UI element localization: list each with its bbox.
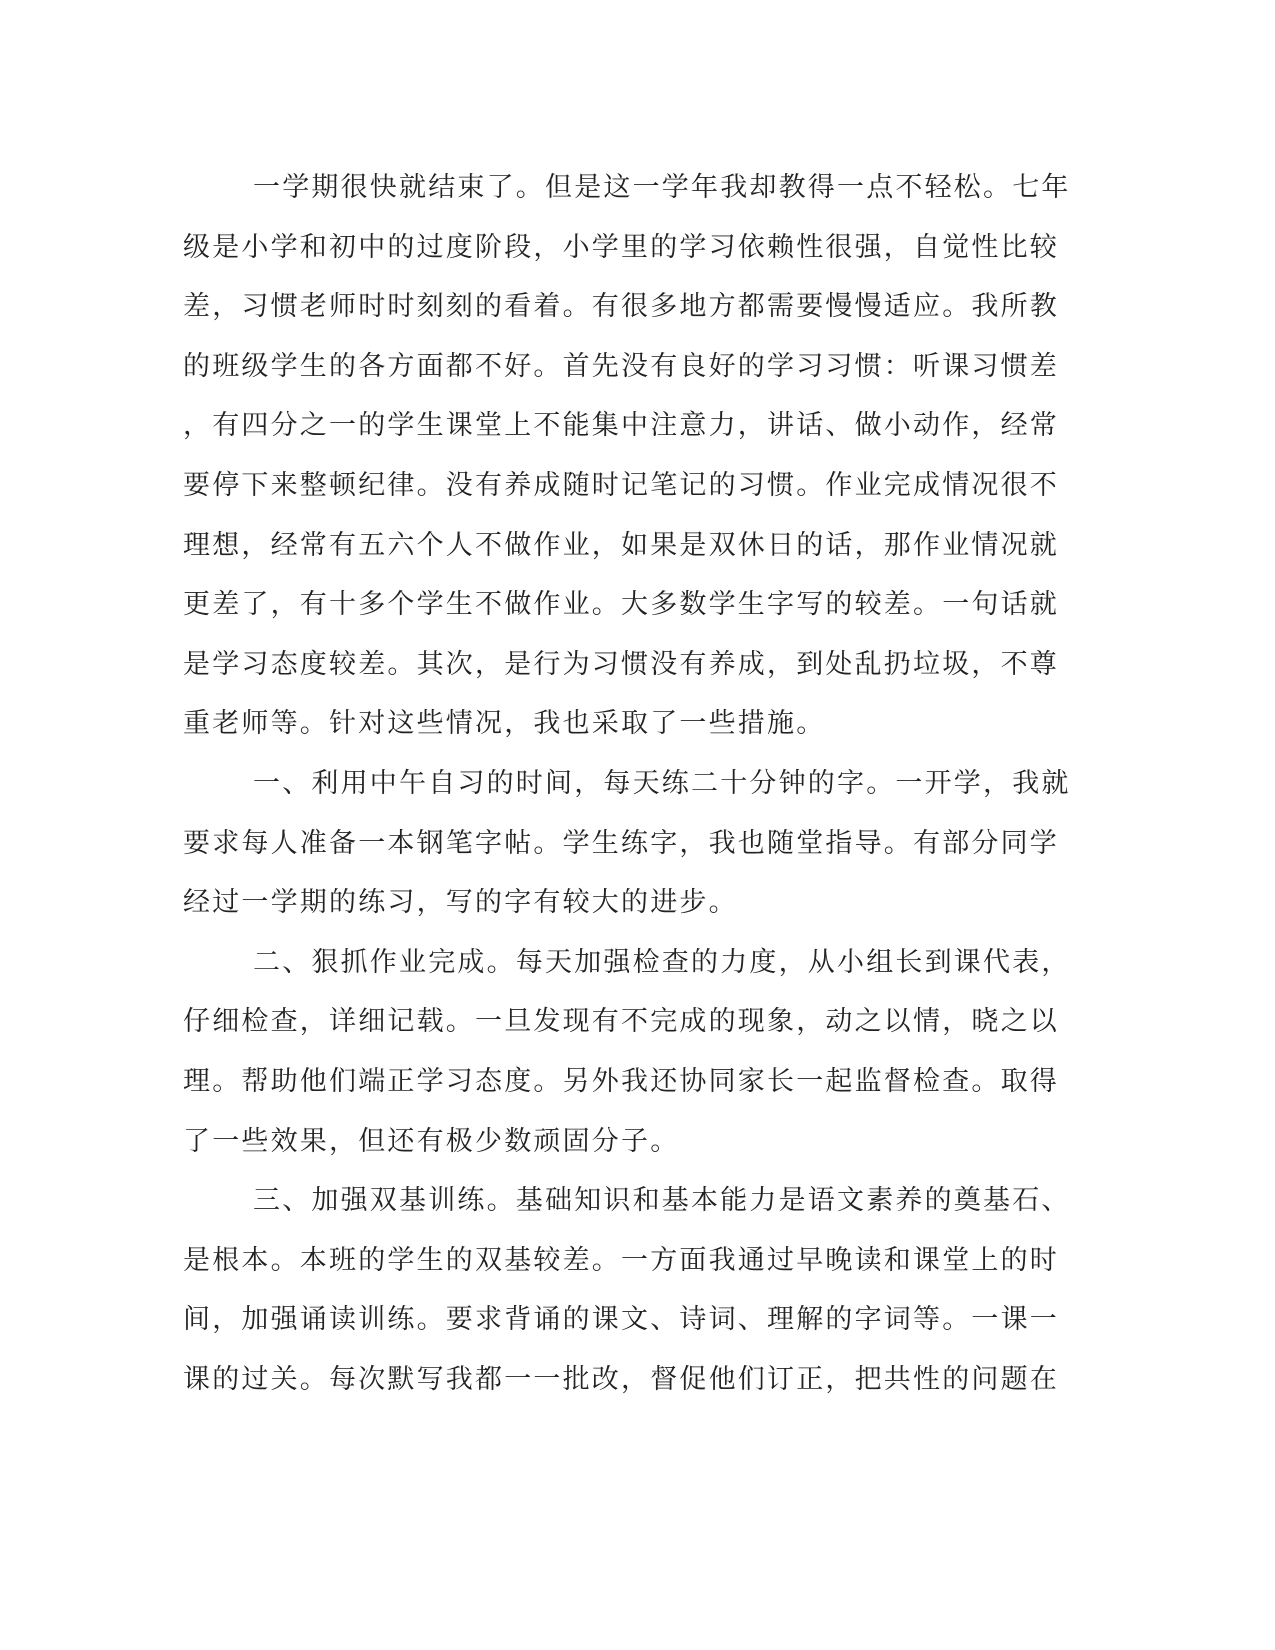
text-line-4: 的班级学生的各方面都不好。首先没有良好的学习习惯：听课习惯差	[183, 350, 1059, 382]
text-line-19: 是根本。本班的学生的双基较差。一方面我通过早晚读和课堂上的时	[183, 1244, 1059, 1276]
document-body	[183, 158, 1071, 1409]
text-line-20: 间，加强诵读训练。要求背诵的课文、诗词、理解的字词等。一课一	[183, 1304, 1059, 1336]
text-line-5: ，有四分之一的学生课堂上不能集中注意力，讲话、做小动作，经常	[183, 410, 1059, 442]
text-line-21: 课的过关。每次默写我都一一批改，督促他们订正，把共性的问题在	[183, 1363, 1059, 1395]
text-line-15: 仔细检查，详细记载。一旦发现有不完成的现象，动之以情，晓之以	[183, 1006, 1059, 1038]
text-line-11: 一、利用中午自习的时间，每天练二十分钟的字。一开学，我就	[253, 767, 1071, 799]
text-line-7: 理想，经常有五六个人不做作业，如果是双休日的话，那作业情况就	[183, 529, 1059, 561]
text-line-17: 了一些效果，但还有极少数顽固分子。	[183, 1125, 680, 1157]
text-line-13: 经过一学期的练习，写的字有较大的进步。	[183, 887, 738, 919]
text-line-2: 级是小学和初中的过度阶段，小学里的学习依赖性很强，自觉性比较	[183, 231, 1059, 263]
text-line-9: 是学习态度较差。其次，是行为习惯没有养成，到处乱扔垃圾，不尊	[183, 648, 1059, 680]
text-line-16: 理。帮助他们端正学习态度。另外我还协同家长一起监督检查。取得	[183, 1065, 1059, 1097]
text-line-8: 更差了，有十多个学生不做作业。大多数学生字写的较差。一句话就	[183, 589, 1059, 621]
text-line-14: 二、狠抓作业完成。每天加强检查的力度，从小组长到课代表，	[253, 946, 1071, 978]
text-line-10: 重老师等。针对这些情况，我也采取了一些措施。	[183, 708, 826, 740]
text-line-6: 要停下来整顿纪律。没有养成随时记笔记的习惯。作业完成情况很不	[183, 469, 1059, 501]
text-line-12: 要求每人准备一本钢笔字帖。学生练字，我也随堂指导。有部分同学	[183, 827, 1059, 859]
text-line-3: 差，习惯老师时时刻刻的看着。有很多地方都需要慢慢适应。我所教	[183, 291, 1059, 323]
text-line-1: 一学期很快就结束了。但是这一学年我却教得一点不轻松。七年	[253, 172, 1071, 203]
text-line-18: 三、加强双基训练。基础知识和基本能力是语文素养的奠基石、	[253, 1185, 1071, 1217]
